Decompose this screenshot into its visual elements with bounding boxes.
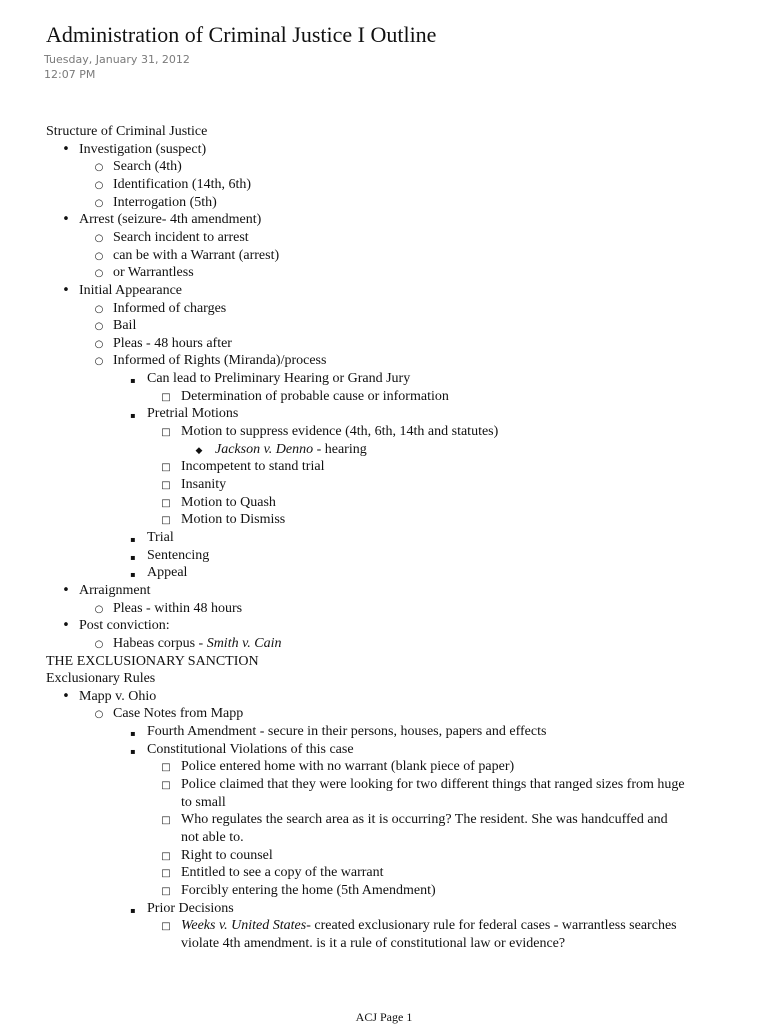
outline-text: Exclusionary Rules bbox=[46, 671, 156, 687]
outline-item-level-4 bbox=[0, 883, 768, 899]
outline-item-level-1 bbox=[0, 212, 768, 228]
outline-text: Entitled to see a copy of the warrant bbox=[181, 865, 384, 881]
outline-item-level-3 bbox=[0, 901, 768, 917]
outline-item-level-2 bbox=[0, 159, 768, 175]
bullet-icon: ○ bbox=[94, 603, 104, 615]
outline-item-level-2 bbox=[0, 336, 768, 352]
outline-text: Fourth Amendment - secure in their persons, houses, papers and effects bbox=[147, 724, 547, 740]
outline-text: Case Notes from Mapp bbox=[113, 706, 244, 722]
outline-item-level-4 bbox=[0, 936, 768, 952]
outline-text: Insanity bbox=[181, 477, 227, 492]
outline-item-level-3 bbox=[0, 724, 768, 740]
outline-text: Arrest (seizure- 4th amendment) bbox=[79, 212, 262, 228]
outline-text: Habeas corpus - Smith v. Cain bbox=[113, 635, 282, 651]
outline-text: violate 4th amendment. is it a rule of constitutional law or evidence? bbox=[181, 935, 566, 951]
bullet-icon: • bbox=[62, 582, 70, 598]
bullet-icon: ○ bbox=[94, 162, 104, 174]
bullet-icon: • bbox=[62, 282, 70, 298]
note-time: 12:07 PM bbox=[44, 68, 96, 81]
outline-text: Search (4th) bbox=[113, 159, 182, 175]
outline-item-level-4 bbox=[0, 459, 768, 475]
outline-item-level-2 bbox=[0, 230, 768, 246]
bullet-icon: ○ bbox=[94, 321, 104, 333]
outline-item-level-2 bbox=[0, 636, 768, 652]
bullet-icon: □ bbox=[161, 780, 171, 791]
outline-text: Motion to Dismiss bbox=[181, 512, 286, 528]
outline-item-level-2 bbox=[0, 706, 768, 722]
bullet-icon: ▪ bbox=[130, 746, 136, 756]
note-date: Tuesday, January 31, 2012 bbox=[44, 53, 190, 66]
bullet-icon: • bbox=[62, 212, 70, 228]
outline-heading bbox=[0, 124, 768, 140]
outline-text: or Warrantless bbox=[113, 265, 194, 281]
case-name: Jackson v. Denno bbox=[215, 441, 314, 457]
bullet-icon: ○ bbox=[94, 179, 104, 191]
bullet-icon: ▪ bbox=[130, 552, 136, 562]
outline-item-level-3 bbox=[0, 371, 768, 387]
outline-item-level-4 bbox=[0, 512, 768, 528]
outline-text: Investigation (suspect) bbox=[79, 141, 207, 157]
outline-text: Right to counsel bbox=[181, 847, 273, 863]
bullet-icon: ▪ bbox=[130, 376, 136, 386]
outline-item-level-1 bbox=[0, 283, 768, 299]
bullet-icon: ○ bbox=[94, 268, 104, 280]
outline-item-level-4 bbox=[0, 759, 768, 775]
bullet-icon: ○ bbox=[94, 338, 104, 350]
outline-item-level-1 bbox=[0, 618, 768, 634]
outline-item-level-3 bbox=[0, 742, 768, 758]
outline-text: Interrogation (5th) bbox=[113, 194, 217, 210]
bullet-icon: ○ bbox=[94, 197, 104, 209]
outline-item-level-4 bbox=[0, 830, 768, 846]
outline-text: Jackson v. Denno - hearing bbox=[215, 441, 367, 457]
outline-text: Determination of probable cause or information bbox=[181, 388, 449, 404]
outline-item-level-3 bbox=[0, 548, 768, 564]
bullet-icon: ○ bbox=[94, 303, 104, 315]
outline-item-level-2 bbox=[0, 301, 768, 317]
bullet-icon: □ bbox=[161, 515, 171, 527]
page-title: Administration of Criminal Justice I Outline bbox=[46, 22, 437, 47]
bullet-icon: ◆ bbox=[195, 445, 203, 456]
outline-item-level-5 bbox=[0, 442, 768, 458]
outline-text: Police claimed that they were looking for two different things that ranged sizes from huge bbox=[181, 777, 685, 792]
page-footer: ACJ Page 1 bbox=[355, 1010, 413, 1024]
outline-item-level-4 bbox=[0, 389, 768, 405]
outline-text: not able to. bbox=[181, 830, 244, 845]
case-name: Weeks v. United States bbox=[181, 918, 307, 934]
case-name: Smith v. Cain bbox=[206, 635, 282, 651]
bullet-icon: □ bbox=[161, 850, 171, 862]
outline-text: THE EXCLUSIONARY SANCTION bbox=[46, 653, 259, 669]
bullet-icon: ○ bbox=[94, 232, 104, 244]
bullet-icon: ▪ bbox=[130, 729, 136, 739]
outline-item-level-4 bbox=[0, 495, 768, 511]
outline-text: Bail bbox=[113, 318, 137, 334]
outline-text: Arraignment bbox=[79, 582, 151, 598]
outline-text: Pleas - within 48 hours bbox=[113, 600, 243, 616]
outline-text: can be with a Warrant (arrest) bbox=[113, 247, 280, 263]
outline-text: Post conviction: bbox=[79, 618, 170, 634]
bullet-icon: • bbox=[62, 688, 70, 704]
outline-item-level-4 bbox=[0, 477, 768, 493]
bullet-icon: ▪ bbox=[130, 411, 136, 421]
outline-heading bbox=[0, 654, 768, 670]
bullet-icon: ○ bbox=[94, 250, 104, 262]
outline-text: Can lead to Preliminary Hearing or Grand Jury bbox=[147, 371, 411, 387]
outline-text: Informed of charges bbox=[113, 300, 227, 316]
bullet-icon: □ bbox=[161, 885, 171, 897]
outline-text: Identification (14th, 6th) bbox=[113, 176, 252, 192]
bullet-icon: • bbox=[62, 618, 70, 634]
outline-text: Weeks v. United States- created exclusionary rule for federal cases - warrantless searches bbox=[181, 918, 677, 934]
outline-text: Sentencing bbox=[147, 547, 210, 563]
bullet-icon: □ bbox=[161, 391, 171, 403]
bullet-icon: ▪ bbox=[130, 535, 136, 544]
outline-item-level-1 bbox=[0, 689, 768, 705]
bullet-icon: ○ bbox=[94, 709, 104, 721]
outline-text: Trial bbox=[147, 530, 174, 545]
outline-item-level-3 bbox=[0, 530, 768, 546]
bullet-icon: ○ bbox=[94, 638, 104, 650]
outline-text: Pretrial Motions bbox=[147, 406, 239, 422]
outline-text: Pleas - 48 hours after bbox=[113, 335, 232, 351]
outline-item-level-4 bbox=[0, 424, 768, 440]
outline-text: Initial Appearance bbox=[79, 282, 183, 298]
bullet-icon: ○ bbox=[94, 356, 104, 368]
outline-item-level-4 bbox=[0, 812, 768, 828]
bullet-icon: □ bbox=[161, 480, 171, 491]
outline-heading bbox=[0, 671, 768, 687]
outline-item-level-4 bbox=[0, 848, 768, 864]
outline-item-level-2 bbox=[0, 601, 768, 617]
bullet-icon: □ bbox=[161, 868, 171, 880]
outline-text: Informed of Rights (Miranda)/process bbox=[113, 353, 327, 369]
outline-text: Structure of Criminal Justice bbox=[46, 124, 208, 139]
outline-item-level-4 bbox=[0, 865, 768, 881]
bullet-icon: □ bbox=[161, 815, 171, 827]
outline-item-level-1 bbox=[0, 142, 768, 158]
outline-item-level-3 bbox=[0, 565, 768, 581]
bullet-icon: □ bbox=[161, 497, 171, 509]
outline-text: Prior Decisions bbox=[147, 900, 234, 916]
outline-text: Appeal bbox=[147, 565, 188, 581]
outline-text: Constitutional Violations of this case bbox=[147, 741, 354, 757]
outline-text: to small bbox=[181, 794, 226, 810]
outline-item-level-2 bbox=[0, 195, 768, 211]
outline-text: Search incident to arrest bbox=[113, 229, 249, 245]
outline-item-level-2 bbox=[0, 248, 768, 264]
bullet-icon: ▪ bbox=[130, 905, 136, 915]
outline-item-level-2 bbox=[0, 353, 768, 369]
outline-item-level-3 bbox=[0, 406, 768, 422]
outline-text: Motion to suppress evidence (4th, 6th, 14th and statutes) bbox=[181, 424, 499, 439]
bullet-icon: • bbox=[62, 141, 70, 157]
outline-text: Motion to Quash bbox=[181, 494, 276, 510]
outline-item-level-4 bbox=[0, 777, 768, 793]
outline-item-level-4 bbox=[0, 918, 768, 934]
outline-item-level-2 bbox=[0, 318, 768, 334]
outline-text: Who regulates the search area as it is occurring? The resident. She was handcuffed and bbox=[181, 812, 668, 828]
outline-item-level-2 bbox=[0, 177, 768, 193]
outline-text: Police entered home with no warrant (blank piece of paper) bbox=[181, 759, 515, 775]
outline-text: Mapp v. Ohio bbox=[79, 688, 157, 704]
outline-text: Incompetent to stand trial bbox=[181, 459, 325, 475]
bullet-icon: □ bbox=[161, 921, 171, 933]
outline-item-level-4 bbox=[0, 795, 768, 811]
outline-item-level-1 bbox=[0, 583, 768, 599]
outline-item-level-2 bbox=[0, 265, 768, 281]
bullet-icon: □ bbox=[161, 762, 171, 774]
bullet-icon: □ bbox=[161, 462, 171, 474]
bullet-icon: □ bbox=[161, 427, 171, 438]
outline-text: Forcibly entering the home (5th Amendment) bbox=[181, 882, 436, 898]
bullet-icon: ▪ bbox=[130, 570, 136, 580]
